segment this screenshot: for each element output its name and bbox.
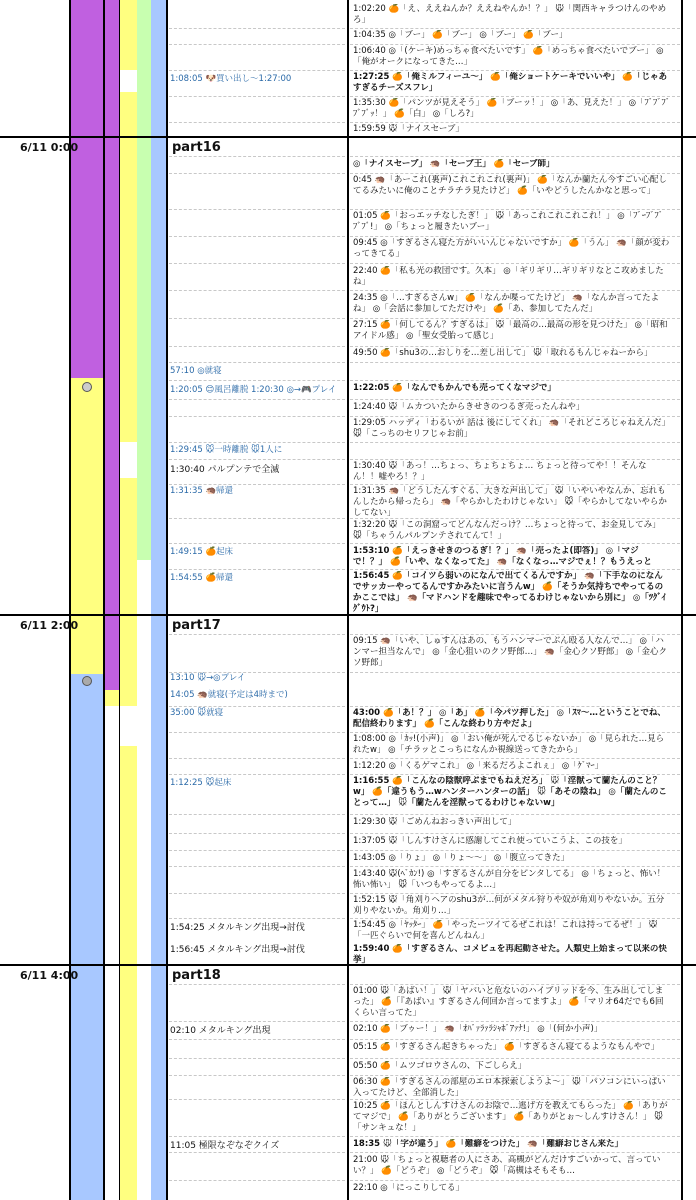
track-yellow-col3 — [120, 0, 137, 1200]
timeline-note: 1:56:45 メタルキング出現→討伐 — [170, 945, 305, 955]
row-separator — [350, 484, 680, 485]
row-separator — [350, 866, 680, 867]
quote-entry: ◎「ナイスセーブ」 🦔「セーブ王」 🍊「セーブ師」 — [353, 159, 555, 169]
row-separator — [169, 984, 345, 985]
quote-entry: 1:32:20 🐭「この洞窟ってどんなんだっけ？…ちょっと待って、お金見してみ」 🐭「ちゃうんパルプンテされてんて！」 — [353, 520, 661, 541]
timeline-note: 57:10 ◎就寝 — [170, 366, 222, 376]
timeline-note: 1:29:45 🐭一時離脱 🐭1人に — [170, 445, 283, 455]
row-separator — [350, 1039, 680, 1040]
row-separator — [169, 1099, 345, 1100]
quote-entry: 02:10 🍊「ブゥー！」 🦔「ｵﾊﾞｧﾗｧﾗｼｬﾎﾞｱｧﾅ!」 ◎「(何か小声)」 — [353, 1024, 603, 1034]
row-separator — [169, 70, 345, 71]
quote-entry: 49:50 🍊「shu3の…おしりを…差し出して」 🐭「取れるもんじゃねーから」 — [353, 348, 653, 358]
timeline-note: 1:30:40 パルプンテで全滅 — [170, 465, 280, 475]
row-separator — [169, 1021, 345, 1022]
row-separator — [350, 706, 680, 707]
quote-entry: 1:43:40 🐭(ﾍﾞｶﾝ!) ◎「すぎるさんが自分をピンタしてる」 ◎「ちょっと、怖い！怖い怖い」 🐭「いつもやってるよ…」 — [353, 869, 666, 890]
grid-vline-1 — [69, 0, 71, 1200]
row-separator — [350, 893, 680, 894]
quote-entry: 1:59:40 🍊「すぎるさん、コメビュを再起動させた。人類史上始まって以来の快挙」 — [353, 944, 667, 965]
quote-entry: 1:52:15 🐭「角刈りヘアのshu3が…何がメタル狩りや奴が角刈りやないか。五分刈りやないか。角刈り…」 — [353, 895, 665, 916]
grid-vline-4 — [166, 0, 168, 1200]
row-separator — [169, 442, 345, 443]
avatar-icon — [82, 676, 92, 686]
row-separator — [169, 484, 345, 485]
row-separator — [350, 1099, 680, 1100]
quote-entry: 1:43:05 ◎「りょ」 ◎「りょ〜〜」 ◎「腹立ってきた」 — [353, 853, 570, 863]
row-separator — [350, 758, 680, 759]
row-separator — [350, 290, 680, 291]
track-white-gap-2 — [120, 442, 137, 478]
row-separator — [169, 263, 345, 264]
row-separator — [350, 122, 680, 123]
timeline-note: 13:10 🐭→◎プレイ — [170, 673, 246, 683]
quote-entry: 43:00 🍊「あ！？」 ◎「あ」 🍊「今パツ押した」 ◎「ｽﾏ〜…ということでね、配信終わります」 🍊「こんな終わり方やだよ」 — [353, 708, 666, 729]
quote-entry: 24:35 ◎「…すぎるさんw」 🍊「なんか喋ってたけど」 🦔「なんか言ってたよね」 ◎「会話に参加してただけや」 🍊「あ、参加してたんだ」 — [353, 293, 660, 314]
row-separator — [350, 569, 680, 570]
row-separator — [350, 1136, 680, 1137]
row-separator — [350, 1075, 680, 1076]
row-separator — [350, 1152, 680, 1153]
row-separator — [169, 1180, 345, 1181]
row-separator — [169, 346, 345, 347]
quote-entry: 1:08:00 ◎「ｶｯ!(小声)」 ◎「おい俺が死んでるじゃないか」 ◎「見られた…見られたw」 ◎「チラッとこっちになんか視線送ってきたから」 — [353, 734, 665, 755]
timeline-note: 1:54:25 メタルキング出現→討伐 — [170, 923, 305, 933]
row-separator — [350, 362, 680, 363]
row-separator — [169, 96, 345, 97]
row-separator — [169, 543, 345, 544]
row-separator — [350, 236, 680, 237]
row-separator — [350, 1180, 680, 1181]
track-green-col-b — [137, 560, 151, 1200]
row-separator — [350, 156, 680, 157]
row-separator — [350, 70, 680, 71]
quote-entry: 10:25 🍊「ほんとしんすけさんのお陰で…逃げ方を教えてもらった」 🍊「ありがてマジで」 🍊「ありがとうございます」 🍊「ありがとぉ〜しんすけさん！」 🐭「サンキュな！」 — [353, 1101, 668, 1133]
row-separator — [169, 399, 345, 400]
timeline-note: 1:12:25 🐭起床 — [170, 778, 232, 788]
grid-vline-2 — [103, 0, 105, 1200]
quote-entry: 1:30:40 🐭「あっ！…ちょっ、ちょちょちょ… ちょっと待ってや！！そんなん！！嘘やろ！？」 — [353, 461, 647, 482]
row-separator — [169, 918, 345, 919]
timeline-note: 1:20:05 😊風呂離脱 1:20:30 ◎→🎮プレイ — [170, 385, 337, 395]
track-blue-col — [151, 0, 167, 1200]
row-separator — [350, 1058, 680, 1059]
quote-entry: 1:12:20 ◎「くるゲマこれ」 ◎「来るだろよこれぇ」 ◎「ｹﾞﾏｰ」 — [353, 761, 604, 771]
quote-entry: 1:56:45 🍊「コイツら弱いのになんで出てくるんですか」 🦔「下手なのになんでサッカーやってるんですかみたいに言うんw」 🍊「そうか気持ちでやってるのかここでは」 🦔「マドハンドを趣味でやってるわけじゃないから別に」 ◎「ﾂｸﾞｲｸﾞｳﾄ?」 — [353, 571, 666, 613]
quote-entry: 01:00 🐭「あばい！」 🐭「ヤバいと危ないのハイブリッドを今、生み出してしまった」 🍊「『あばい』すぎるさん何回か言ってますよ」 🍊「マリオ64だでも6回くらい言ってた」 — [353, 986, 664, 1018]
time-label: 6/11 0:00 — [20, 141, 79, 154]
part-title: part18 — [172, 968, 221, 983]
row-separator — [169, 44, 345, 45]
quote-entry: 22:40 🍊「私も光の救団です。久本」 ◎「ギリギリ…ギリギリなとこ攻めましたね」 — [353, 266, 664, 287]
row-separator — [350, 209, 680, 210]
timeline-note: 35:00 🐭就寝 — [170, 708, 224, 718]
quote-entry: 1:06:40 ◎「(ケーキ)めっちゃ食べたいです」 🍊「めっちゃ食べたいでブー」 ◎「俺がオークになってきた…」 — [353, 46, 664, 67]
row-separator — [350, 1021, 680, 1022]
track-blue-a — [71, 674, 104, 1200]
row-separator — [169, 362, 345, 363]
row-separator — [169, 758, 345, 759]
section-divider-part17 — [0, 614, 696, 616]
quote-entry: 18:35 🐭「字が違う」 🍊「難癖をつけた」 🦔「難癖おじさん来た」 — [353, 1139, 623, 1149]
row-separator — [350, 44, 680, 45]
track-purple-1b — [104, 378, 120, 614]
row-separator — [169, 28, 345, 29]
part-title: part16 — [172, 140, 221, 155]
timeline-note: 1:31:35 🦔帰還 — [170, 486, 234, 496]
track-green-col — [137, 0, 151, 560]
quote-entry: 1:29:05 ハッディ「わるいが 話は 後にしてくれ」 🦔「それどころじゃねえんだ」 🐭「こっちのセリフじゃお前」 — [353, 418, 670, 439]
row-separator — [350, 672, 680, 673]
track-purple-2 — [104, 614, 120, 690]
row-separator — [169, 156, 345, 157]
quote-entry: 1:02:20 🍊「え、ええねんか？ええねやんか！？」 🐭「関西キャラつけんのやめろ」 — [353, 4, 667, 25]
avatar-icon — [82, 382, 92, 392]
row-separator — [169, 866, 345, 867]
row-separator — [350, 984, 680, 985]
timeline-note: 1:49:15 🍊起床 — [170, 547, 234, 557]
quote-entry: 1:29:30 🐭「ごめんねおっきい声出して」 — [353, 817, 517, 827]
section-divider-part16 — [0, 136, 696, 138]
row-separator — [350, 850, 680, 851]
quote-entry: 1:27:25 🍊「俺ミルフィーユ〜」 🍊「俺ショートケーキでいいや」 🍊「じゃあすぎるチーズスフレ」 — [353, 72, 667, 93]
row-separator — [169, 380, 345, 381]
row-separator — [169, 774, 345, 775]
quote-entry: 0:45 🦔「あーこれ(裏声)これこれこれ(裏声)」 🍊「なんか蘭たん今すごい心配してるみたいに俺のことチラチラ見たけど」 🍊「いやどうしたんかなと思って」 — [353, 175, 667, 196]
row-separator — [350, 318, 680, 319]
row-separator — [350, 263, 680, 264]
timeline-note: 11:05 極限なぞなぞクイズ — [170, 1141, 280, 1151]
track-white-gap-1 — [120, 70, 137, 92]
quote-entry: 1:22:05 🍊「なんでもかんでも売ってくなマジで」 — [353, 383, 556, 393]
quote-entry: 05:15 🍊「すぎるさん起きちゃった」 🍊「すぎるさん寝てるようなもんやで」 — [353, 1042, 660, 1052]
row-separator — [169, 1152, 345, 1153]
quote-entry: 09:15 🦔「いや、しゅすんはあの、もうハンマーでぶん殴る人なんで…」 ◎「ハンマー担当なんで」 ◎「金心狙いのクソ野郎…」 🦔「金心クソ野郎」 ◎「金心クソ野郎」 — [353, 636, 668, 668]
row-separator — [169, 732, 345, 733]
quote-entry: 01:05 🍊「おっエッチなしたぎ！」 🐭「あっこれこれこれこれ！」 ◎「ﾌﾞｰﾌﾞﾌﾞﾌﾞﾌﾞ!」 ◎「ちょっと履きたいブー」 — [353, 211, 663, 232]
part-title: part17 — [172, 618, 221, 633]
quote-entry: 1:59:59 🐭「ナイスセーブ」 — [353, 124, 464, 134]
row-separator — [169, 706, 345, 707]
quote-entry: 06:30 🍊「すぎるさんの部屋のエロ本探索しようよ〜」 🐭「パソコンにいっぱい入ってたけど、全部消した」 — [353, 1077, 666, 1098]
row-separator — [169, 518, 345, 519]
row-separator — [169, 122, 345, 123]
timeline-note: 14:05 🦔就寝(予定は4時まで) — [170, 690, 288, 700]
row-separator — [350, 732, 680, 733]
row-separator — [350, 833, 680, 834]
row-separator — [350, 173, 680, 174]
quote-entry: 1:31:35 🦔「どうしたんすぐる、大きな声出して」 🐭「いやいやなんか、忘れもんしたから帰ったら」 🦔「やらかしたわけじゃない」 🐭「やらかしてないやらかしてない」 — [353, 486, 667, 518]
row-separator — [350, 814, 680, 815]
quote-entry: 1:35:30 🍊「パンツが見えそう」 🍊「ブーッ！」 ◎「あ、見えた！」 ◎「ﾌﾞﾌﾞﾌﾞﾌﾞﾌﾞｯ！」 🍊「白」 ◎「しろ?」 — [353, 98, 670, 119]
quote-entry: 05:50 🍊「ムツゴロウさんの、下ごしらえ」 — [353, 1061, 527, 1071]
quote-entry: 1:53:10 🍊「えっきせきのつるぎ！？」 🦔「売ったよ(即答)」 ◎「マジで！？」 🍊「いや、なくなってた」 🦔「なくなっ…マジでぇ！？もうえっと — [353, 546, 652, 567]
row-separator — [169, 209, 345, 210]
row-separator — [350, 346, 680, 347]
row-separator — [350, 399, 680, 400]
track-purple-1 — [71, 0, 120, 378]
quote-entry: 1:54:45 ◎「ﾔｯﾀｰ」 🍊「やったーツイてるぜこれは！これは持ってるぜ！」 🐭「一匹ぐらいで何を喜んどんねん」 — [353, 920, 658, 941]
grid-vline-3 — [119, 0, 120, 1200]
quote-entry: 22:10 ◎「にっこりしてる」 — [353, 1183, 464, 1193]
row-separator — [169, 173, 345, 174]
timeline-note: 1:08:05 🐶買い出し～1:27:00 — [170, 74, 292, 84]
row-separator — [350, 416, 680, 417]
row-separator — [169, 893, 345, 894]
row-separator — [350, 774, 680, 775]
row-separator — [169, 236, 345, 237]
row-separator — [169, 416, 345, 417]
quote-entry: 27:15 🍊「何してるん？すぎるは」 🐭「最高の…最高の形を見つけた」 ◎「昭和アイドル感」 ◎「聖女受胎って感じ」 — [353, 320, 668, 341]
row-separator — [350, 543, 680, 544]
time-label: 6/11 4:00 — [20, 969, 79, 982]
row-separator — [169, 850, 345, 851]
quote-entry: 21:00 🐭「ちょっと視聴者の人にさあ、高槻がどんだけすごいかって、言っていい？」 🍊「どうぞ」 ◎「どうぞ」 🐭「高槻はそもそも… — [353, 1155, 661, 1176]
row-separator — [169, 1136, 345, 1137]
quote-entry: 1:24:40 🐭「ムカついたからきせきのつるぎ売ったんねや」 — [353, 402, 585, 412]
row-separator — [169, 1039, 345, 1040]
grid-vline-6 — [681, 0, 683, 1200]
row-separator — [350, 442, 680, 443]
row-separator — [169, 569, 345, 570]
quote-entry: 1:04:35 ◎「ブー」 🍊「ブー」 ◎「ブー」 🍊「ブー」 — [353, 30, 568, 40]
track-yellow-1 — [71, 378, 104, 614]
track-white-gap-3 — [104, 706, 137, 746]
grid-vline-5 — [347, 0, 349, 1200]
row-separator — [350, 634, 680, 635]
row-separator — [350, 459, 680, 460]
row-separator — [169, 833, 345, 834]
row-separator — [169, 459, 345, 460]
row-separator — [350, 380, 680, 381]
time-label: 6/11 2:00 — [20, 619, 79, 632]
row-separator — [169, 814, 345, 815]
row-separator — [169, 672, 345, 673]
quote-entry: 09:45 ◎「すぎるさん寝た方がいいんじゃないですか」 🍊「うん」 🦔「顔が変わってきてる」 — [353, 238, 670, 259]
row-separator — [169, 290, 345, 291]
row-separator — [350, 28, 680, 29]
row-separator — [169, 1058, 345, 1059]
row-separator — [169, 634, 345, 635]
quote-entry: 1:37:05 🐭「しんすけさんに感謝してこれ使っていこうよ、この技を」 — [353, 836, 627, 846]
row-separator — [169, 318, 345, 319]
timeline-note: 1:54:55 🍊帰還 — [170, 573, 234, 583]
timeline-note: 02:10 メタルキング出現 — [170, 1026, 271, 1036]
row-separator — [350, 96, 680, 97]
row-separator — [350, 918, 680, 919]
row-separator — [169, 1075, 345, 1076]
quote-entry: 1:16:55 🍊「こんなの陰獣呼ぶまでもねえだろ」 🐭「淫獣って蘭たんのこと？w」 🍊「違うもう…wハンターハンターの話」 🐭「あその陰ね」 ◎「蘭たんのことって…」 🐭「蘭たんを淫獣ってるわけじゃないw」 — [353, 776, 667, 808]
